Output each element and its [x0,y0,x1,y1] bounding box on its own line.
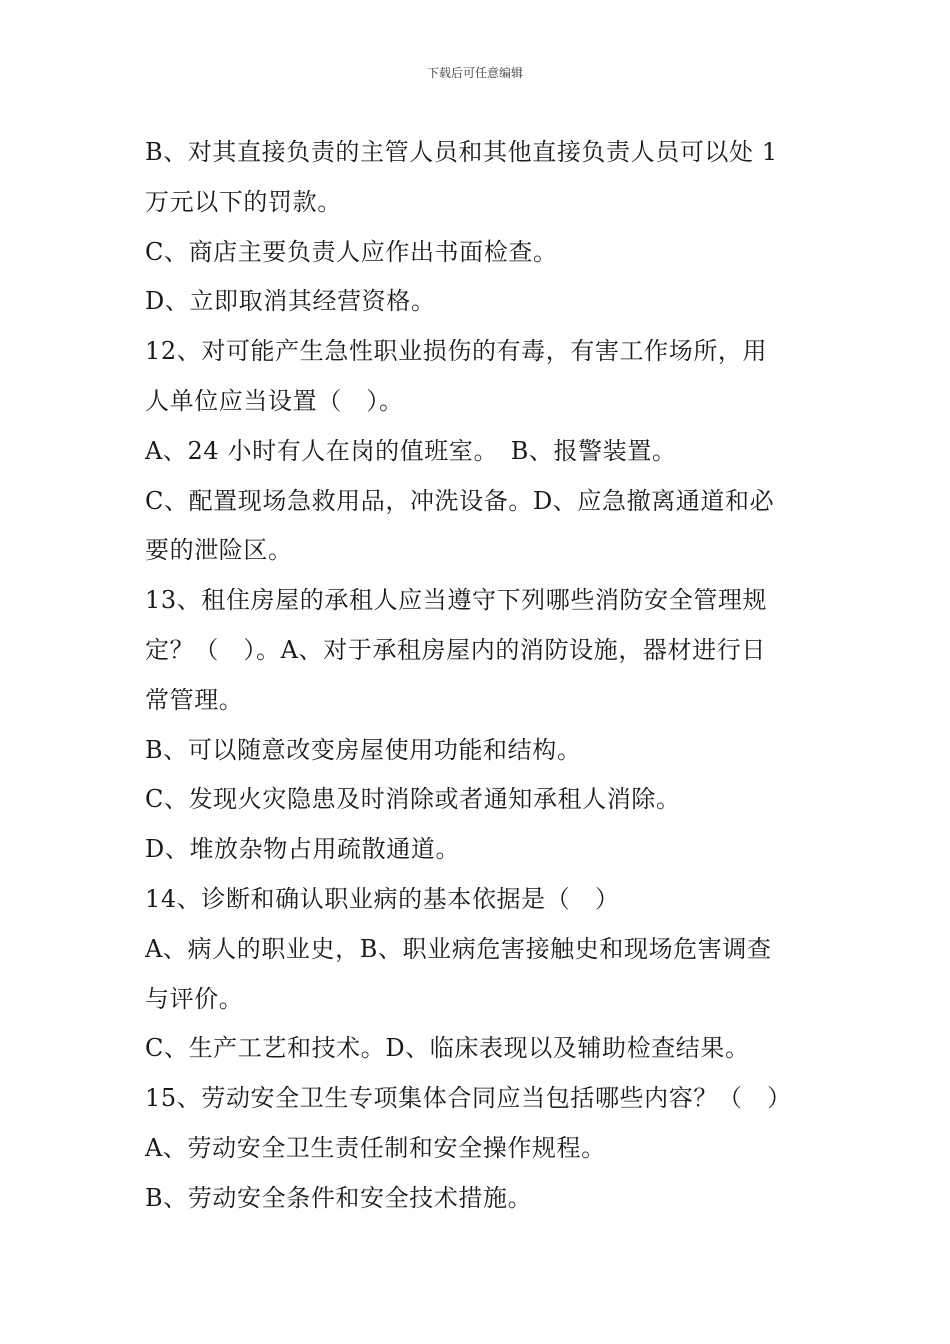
text-line: B、劳动安全条件和安全技术措施。 [145,1183,533,1212]
text-line: B、对其直接负责的主管人员和其他直接负责人员可以处 1 [145,138,778,166]
text-line: A、病人的职业史，B、职业病危害接触史和现场危害调查 [145,934,772,963]
text-line: A、24 小时有人在岗的值班室。 B、报警装置。 [145,436,677,465]
text-line: C、商店主要负责人应作出书面检查。 [145,237,558,266]
text-line: D、堆放杂物占用疏散通道。 [145,835,461,864]
question-12: 12、对可能产生急性职业损伤的有毒，有害工作场所，用 [145,337,768,366]
text-line: C、发现火灾隐患及时消除或者通知承租人消除。 [145,785,681,814]
question-13: 13、租住房屋的承租人应当遵守下列哪些消防安全管理规 [145,586,768,615]
question-15: 15、劳动安全卫生专项集体合同应当包括哪些内容？（ ） [145,1084,792,1113]
page-header: 下载后可任意编辑 [426,66,523,80]
text-line: 人单位应当设置（ ）。 [145,386,404,415]
text-line: A、劳动安全卫生责任制和安全操作规程。 [145,1133,606,1162]
text-line: C、配置现场急救用品，冲洗设备。D、应急撤离通道和必 [145,486,775,515]
text-line: 要的泄险区。 [145,536,293,565]
document-body [145,128,815,1224]
text-line: 与评价。 [145,984,244,1013]
text-line: 定？（ ）。A、对于承租房屋内的消防设施，器材进行日 [145,635,766,664]
text-line: C、生产工艺和技术。D、临床表现以及辅助检查结果。 [145,1034,750,1063]
text-line: 万元以下的罚款。 [145,187,342,216]
text-line: 常管理。 [145,685,244,714]
text-line: D、立即取消其经营资格。 [145,287,436,316]
text-line: B、可以随意改变房屋使用功能和结构。 [145,735,582,764]
question-14: 14、诊断和确认职业病的基本依据是（ ） [145,884,620,913]
